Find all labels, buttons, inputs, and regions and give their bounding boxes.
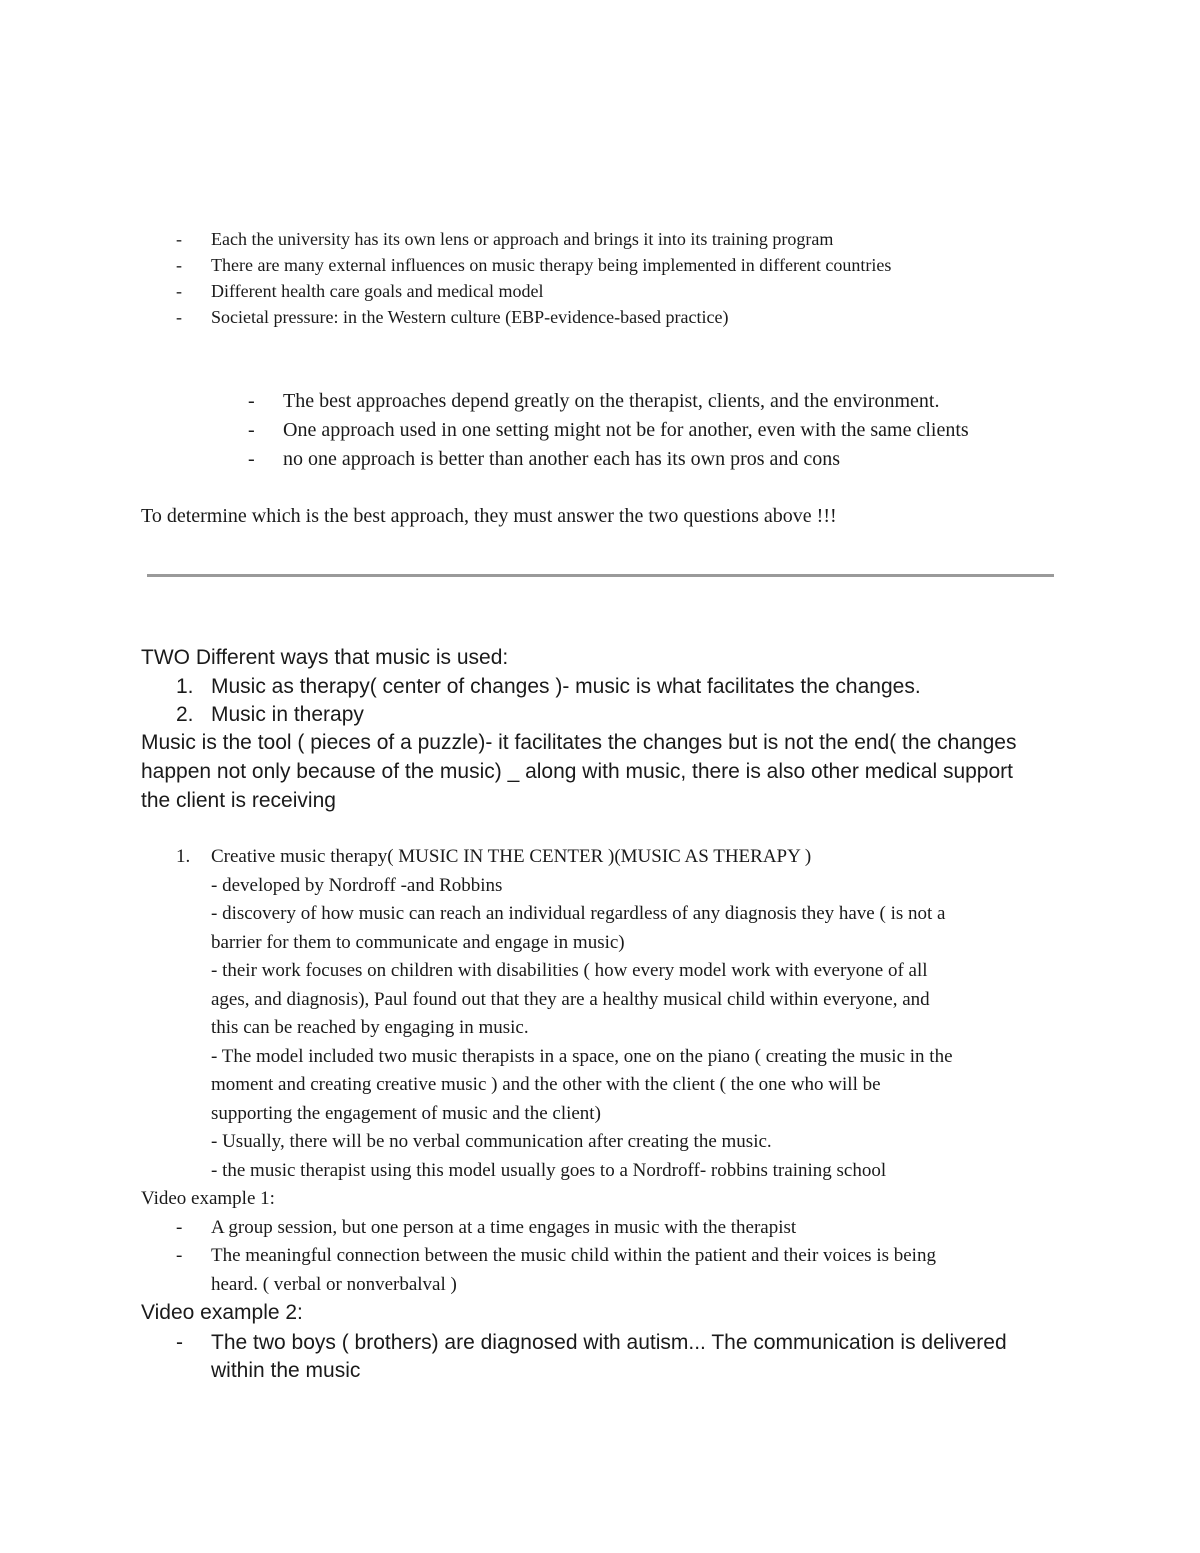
creative-line-6: this can be reached by engaging in music. [211,1017,529,1038]
approach-bullet-2: One approach used in one setting might not be for another, even with the same clients [283,419,969,441]
bullet-marker: - [248,419,255,441]
bullet-marker: - [176,307,182,327]
tool-paragraph-line-2: happen not only because of the music) _ along with music, there is also other medical support [141,760,1013,783]
conclusion-text: To determine which is the best approach, they must answer the two questions above !!! [141,505,837,527]
creative-line-2: - discovery of how music can reach an individual regardless of any diagnosis they have ( is not a [211,903,946,924]
creative-line-5: ages, and diagnosis), Paul found out that they are a healthy musical child within everyone, and [211,989,930,1010]
video-2-bullet-1-line-1: The two boys ( brothers) are diagnosed with autism... The communication is delivered [211,1331,1007,1354]
bullet-marker: - [176,281,182,301]
bullet-marker: - [176,1217,183,1238]
tool-paragraph-line-3: the client is receiving [141,789,336,812]
approach-bullet-3: no one approach is better than another each has its own pros and cons [283,448,841,470]
video-2-bullet-1-line-2: within the music [211,1359,361,1382]
creative-line-3: barrier for them to communicate and engage in music) [211,932,625,953]
bullet-marker: - [176,1331,183,1354]
intro-bullet-2: There are many external influences on music therapy being implemented in different countries [211,255,892,275]
creative-line-7: - The model included two music therapists in a space, one on the piano ( creating the music in the [211,1046,953,1067]
ways-item-1: Music as therapy( center of changes )- music is what facilitates the changes. [211,675,921,698]
ways-item-2: Music in therapy [211,703,364,726]
list-number: 1. [176,846,191,867]
creative-line-9: supporting the engagement of music and the client) [211,1103,601,1124]
creative-line-1: - developed by Nordroff -and Robbins [211,875,503,896]
creative-line-8: moment and creating creative music ) and the other with the client ( the one who will be [211,1074,881,1095]
creative-title: Creative music therapy( MUSIC IN THE CENTER )(MUSIC AS THERAPY ) [211,846,812,867]
tool-paragraph-line-1: Music is the tool ( pieces of a puzzle)- it facilitates the changes but is not the end( the changes [141,731,1017,754]
video-1-bullet-2-line-2: heard. ( verbal or nonverbalval ) [211,1274,457,1295]
bullet-marker: - [248,448,255,470]
bullet-marker: - [248,390,255,412]
ways-heading: TWO Different ways that music is used: [141,646,509,669]
bullet-marker: - [176,1245,183,1266]
intro-bullet-3: Different health care goals and medical model [211,281,544,301]
list-number: 1. [176,675,194,698]
video-1-heading: Video example 1: [141,1188,275,1209]
video-1-bullet-1: A group session, but one person at a time engages in music with the therapist [211,1217,797,1238]
video-1-bullet-2-line-1: The meaningful connection between the music child within the patient and their voices is being [211,1245,936,1266]
creative-line-11: - the music therapist using this model usually goes to a Nordroff- robbins training school [211,1160,887,1181]
creative-line-4: - their work focuses on children with disabilities ( how every model work with everyone of all [211,960,928,981]
horizontal-divider [147,574,1054,577]
creative-line-10: - Usually, there will be no verbal communication after creating the music. [211,1131,772,1152]
list-number: 2. [176,703,194,726]
bullet-marker: - [176,255,182,275]
bullet-marker: - [176,229,182,249]
approach-bullet-1: The best approaches depend greatly on the therapist, clients, and the environment. [283,390,940,412]
video-2-heading: Video example 2: [141,1301,303,1324]
intro-bullet-1: Each the university has its own lens or approach and brings it into its training program [211,229,834,249]
intro-bullet-4: Societal pressure: in the Western culture (EBP-evidence-based practice) [211,307,729,327]
